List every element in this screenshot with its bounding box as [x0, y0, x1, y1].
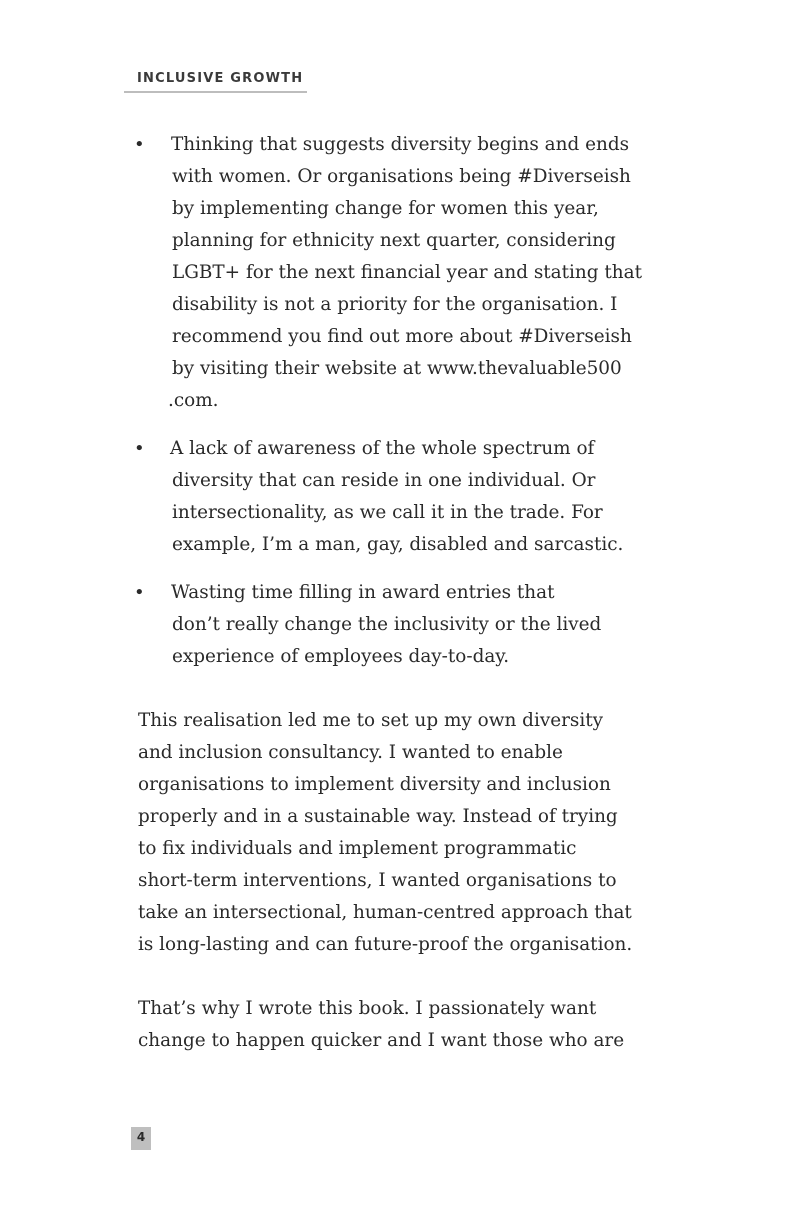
paragraph-line: and inclusion consultancy. I wanted to enable	[138, 742, 563, 763]
bullet-line: don’t really change the inclusivity or the lived	[172, 614, 602, 635]
bullet-line: intersectionality, as we call it in the trade. For	[172, 502, 603, 523]
bullet-line: .com.	[168, 390, 219, 411]
paragraph-line: This realisation led me to set up my own diversity	[138, 710, 603, 731]
page-number-badge	[131, 1127, 151, 1150]
bullet-line: disability is not a priority for the organisation. I	[172, 294, 618, 315]
paragraph-line: change to happen quicker and I want those who are	[138, 1030, 625, 1051]
paragraph-line: That’s why I wrote this book. I passionately want	[138, 998, 597, 1019]
paragraph-line: to fix individuals and implement programmatic	[138, 838, 577, 859]
running-head	[124, 70, 307, 93]
bullet-line: recommend you find out more about #Diverseish	[172, 326, 632, 347]
bullet-line: with women. Or organisations being #Diverseish	[172, 166, 631, 187]
bullet-line: by visiting their website at www.thevaluable500	[172, 358, 622, 379]
bullet-line: Thinking that suggests diversity begins and ends	[171, 134, 630, 155]
bullet-dot: •	[134, 134, 145, 155]
bullet-line: Wasting time filling in award entries that	[171, 582, 555, 603]
bullet-line: LGBT+ for the next financial year and stating that	[172, 262, 642, 283]
paragraph-line: short-term interventions, I wanted organisations to	[138, 870, 617, 891]
page-number: 4	[136, 1130, 146, 1144]
bullet-line: experience of employees day-to-day.	[172, 646, 510, 667]
paragraph-line: is long-lasting and can future-proof the organisation.	[138, 934, 633, 955]
running-head-text: INCLUSIVE GROWTH	[137, 71, 304, 86]
bullet-line: planning for ethnicity next quarter, considering	[172, 230, 616, 251]
bullet-line: example, I’m a man, gay, disabled and sarcastic.	[172, 534, 624, 555]
bullet-dot: •	[134, 582, 145, 603]
paragraph-line: properly and in a sustainable way. Instead of trying	[138, 806, 618, 827]
paragraph-line: take an intersectional, human-centred approach that	[138, 902, 632, 923]
bullet-line: diversity that can reside in one individual. Or	[172, 470, 596, 491]
bullet-line: A lack of awareness of the whole spectrum of	[170, 438, 595, 459]
bullet-line: by implementing change for women this year,	[172, 198, 599, 219]
paragraph-line: organisations to implement diversity and inclusion	[138, 774, 611, 795]
bullet-dot: •	[134, 438, 145, 459]
